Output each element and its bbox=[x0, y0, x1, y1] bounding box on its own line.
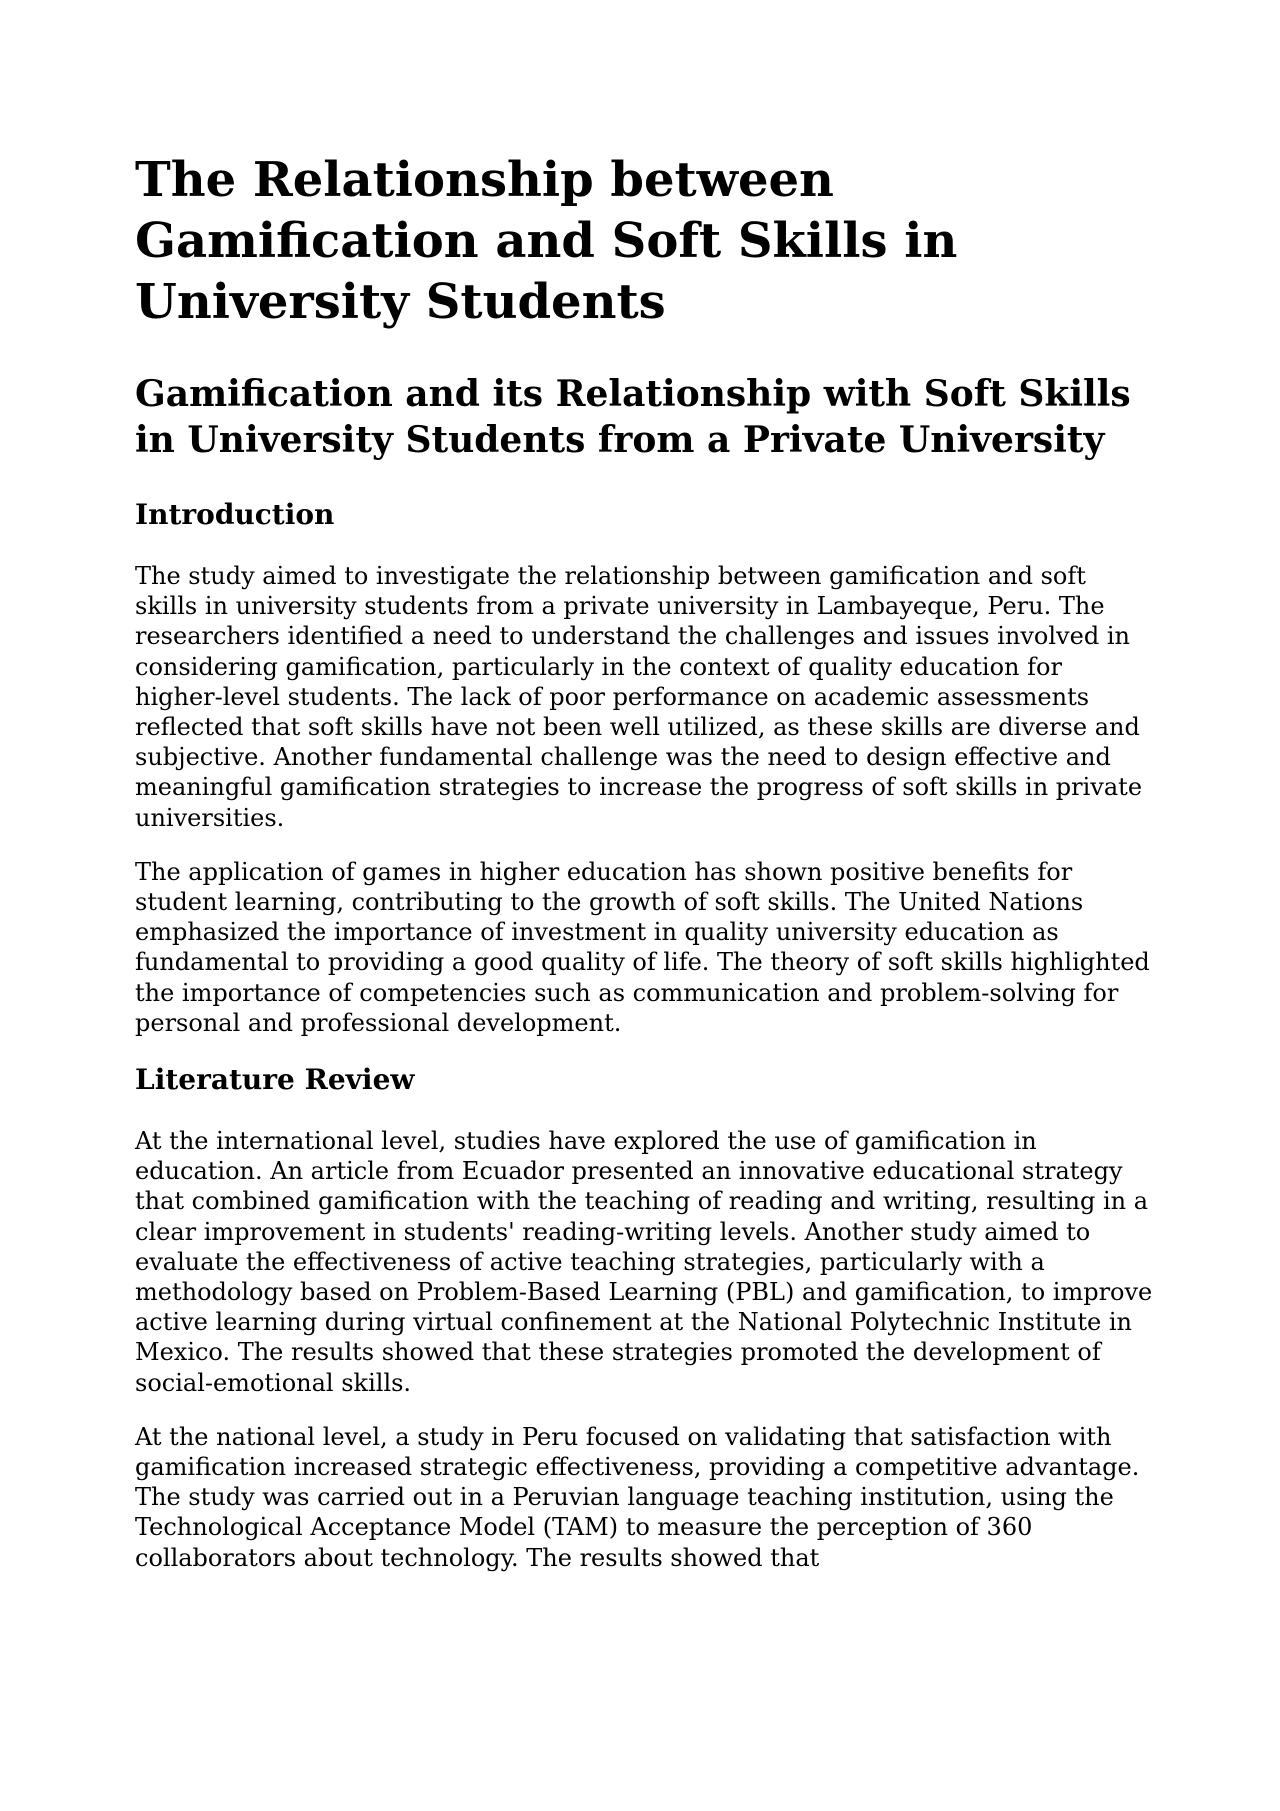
introduction-paragraph-1: The study aimed to investigate the relationship between gamification and soft skills in university students from a private university in Lambayeque, Peru. The researchers identified a need to understand the challenges and issues involved in considering gamification, particularly in the context of quality education for higher-level students. The lack of poor performance on academic assessments reflected that soft skills have not been well utilized, as these skills are diverse and subjective. Another fundamental challenge was the need to design effective and meaningful gamification strategies to increase the progress of soft skills in private universities. bbox=[135, 562, 1143, 832]
document-subtitle: Gamification and its Relationship with Soft Skills in University Students from a Private University bbox=[135, 373, 1131, 461]
literature-review-paragraph-2: At the national level, a study in Peru focused on validating that satisfaction with gamification increased strategic effectiveness, providing a competitive advantage. The study was carried out in a Peruvian language teaching institution, using the Technological Acceptance Model (TAM) to measure the perception of 360 collaborators about technology. The results showed that bbox=[135, 1422, 1140, 1572]
document-title: The Relationship between Gamification and Soft Skills in University Students bbox=[135, 152, 958, 330]
introduction-paragraph-2: The application of games in higher education has shown positive benefits for student learning, contributing to the growth of soft skills. The United Nations emphasized the importance of investment in quality university education as fundamental to providing a good quality of life. The theory of soft skills highlighted the importance of competencies such as communication and problem-solving for personal and professional development. bbox=[135, 857, 1150, 1037]
section-heading-literature-review: Literature Review bbox=[135, 1063, 415, 1097]
section-literature-review bbox=[135, 1062, 1155, 1573]
literature-review-paragraph-1: At the international level, studies have explored the use of gamification in education. An article from Ecuador presented an innovative educational strategy that combined gamification with the teaching of reading and writing, resulting in a clear improvement in students' reading-writing levels. Another study aimed to evaluate the effectiveness of active teaching strategies, particularly with a methodology based on Problem-Based Learning (PBL) and gamification, to improve active learning during virtual confinement at the National Polytechnic Institute in Mexico. The results showed that these strategies promoted the development of social-emotional skills. bbox=[135, 1127, 1153, 1397]
section-introduction bbox=[135, 497, 1155, 1038]
document-page bbox=[135, 150, 1155, 1597]
section-heading-introduction: Introduction bbox=[135, 498, 335, 531]
